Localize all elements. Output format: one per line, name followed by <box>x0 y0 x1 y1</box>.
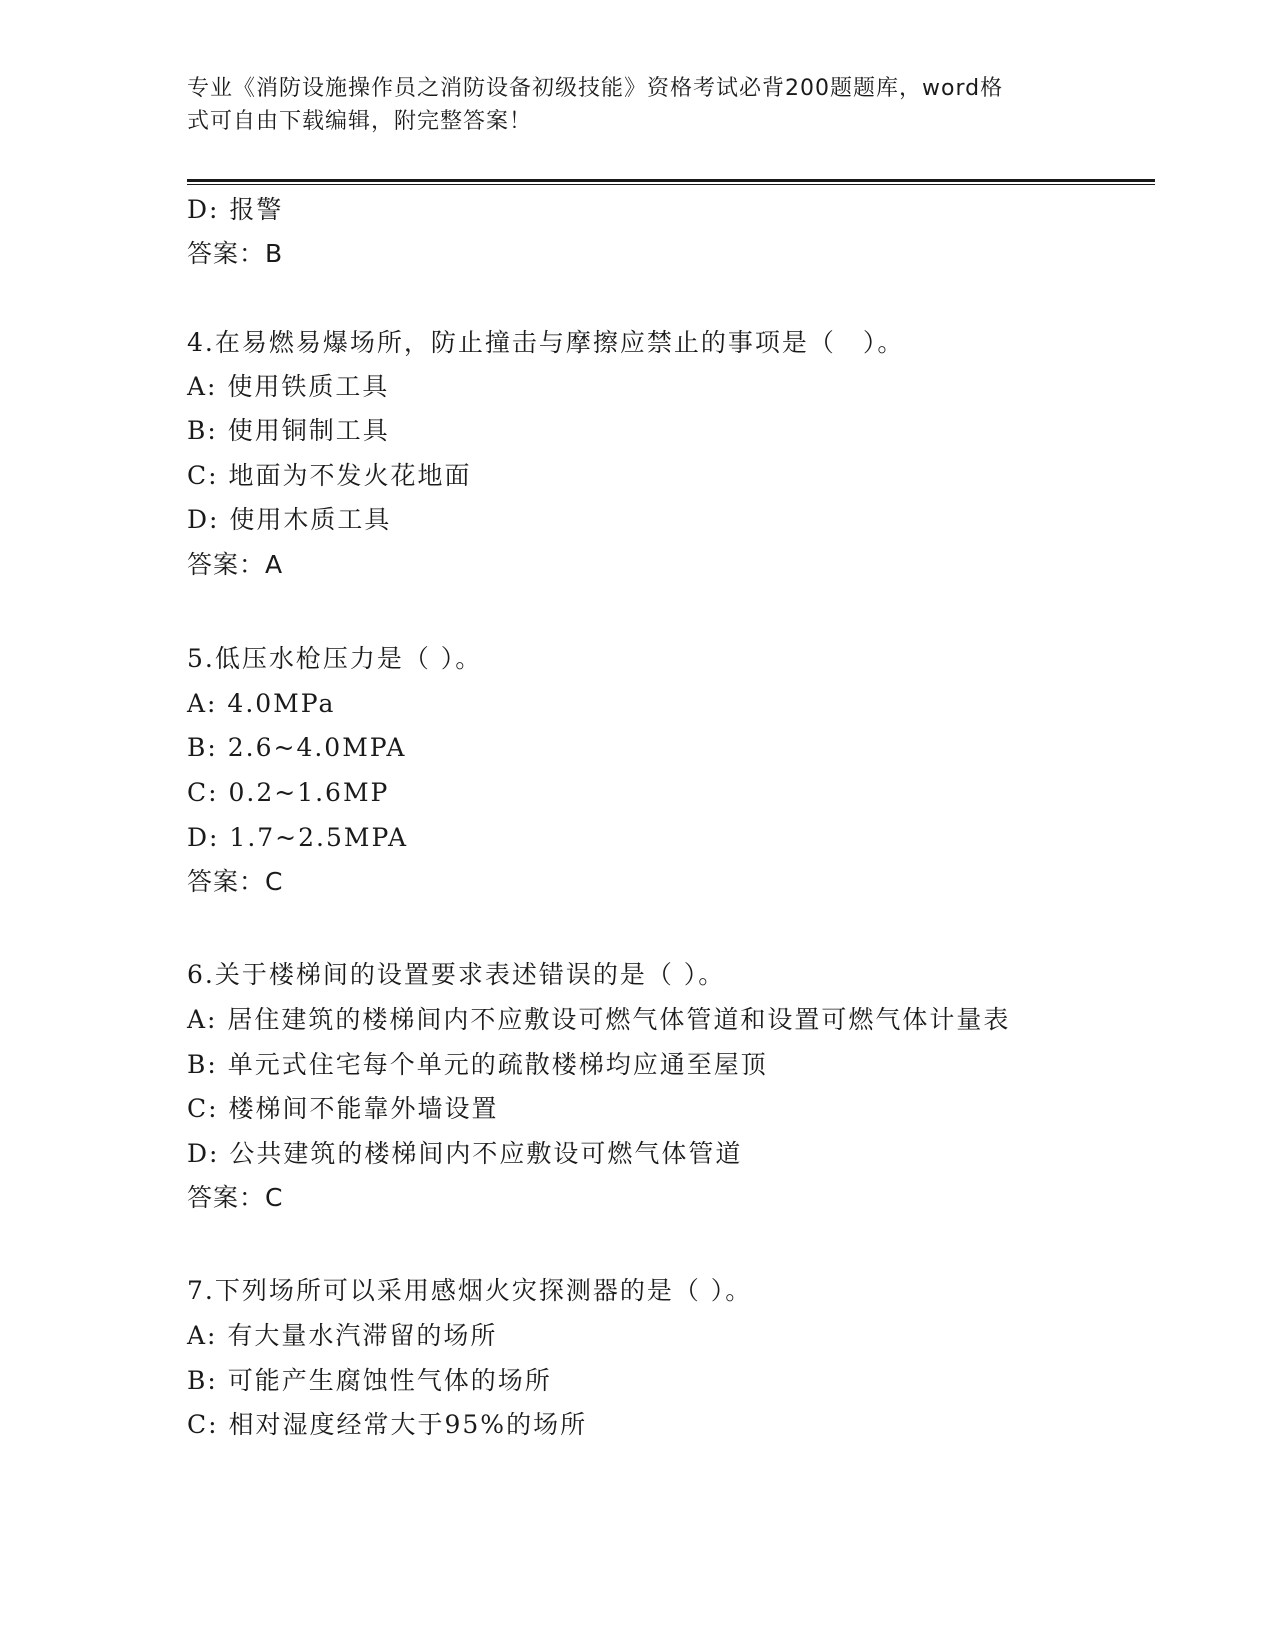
q7-option-b: B: 可能产生腐蚀性气体的场所 <box>187 1366 552 1395</box>
q6-option-c: C: 楼梯间不能靠外墙设置 <box>187 1094 499 1123</box>
header-rule-thick <box>187 179 1155 182</box>
q5-option-a: A: 4.0MPa <box>187 689 336 718</box>
q5-stem: 5.低压水枪压力是（ ）。 <box>187 644 483 673</box>
q4-answer: 答案：A <box>187 550 284 579</box>
header-line-2: 式可自由下载编辑，附完整答案！ <box>187 109 533 134</box>
document-header <box>187 72 1067 138</box>
q6-answer: 答案：C <box>187 1183 284 1212</box>
q7-stem: 7.下列场所可以采用感烟火灾探测器的是（ ）。 <box>187 1276 753 1305</box>
q6-option-a: A: 居住建筑的楼梯间内不应敷设可燃气体管道和设置可燃气体计量表 <box>187 1005 1011 1034</box>
q5-answer: 答案：C <box>187 867 284 896</box>
q5-option-b: B: 2.6~4.0MPA <box>187 733 407 762</box>
q3-answer: 答案：B <box>187 239 284 268</box>
q6-option-d: D: 公共建筑的楼梯间内不应敷设可燃气体管道 <box>187 1139 743 1168</box>
q7-option-a: A: 有大量水汽滞留的场所 <box>187 1321 498 1350</box>
header-rule-thin <box>187 184 1155 185</box>
q4-option-a: A: 使用铁质工具 <box>187 372 390 401</box>
q6-stem: 6.关于楼梯间的设置要求表述错误的是（ ）。 <box>187 960 726 989</box>
q4-option-d: D: 使用木质工具 <box>187 505 392 534</box>
q4-option-b: B: 使用铜制工具 <box>187 416 390 445</box>
q4-stem: 4.在易燃易爆场所，防止撞击与摩擦应禁止的事项是（ ）。 <box>187 328 905 357</box>
q5-option-c: C: 0.2~1.6MP <box>187 778 390 807</box>
q5-option-d: D: 1.7~2.5MPA <box>187 823 409 852</box>
q4-option-c: C: 地面为不发火花地面 <box>187 461 472 490</box>
q3-option-d: D: 报警 <box>187 195 284 224</box>
q6-option-b: B: 单元式住宅每个单元的疏散楼梯均应通至屋顶 <box>187 1050 768 1079</box>
header-line-1: 专业《消防设施操作员之消防设备初级技能》资格考试必背200题题库，word格 <box>187 76 1004 101</box>
q7-option-c: C: 相对湿度经常大于95%的场所 <box>187 1410 588 1439</box>
